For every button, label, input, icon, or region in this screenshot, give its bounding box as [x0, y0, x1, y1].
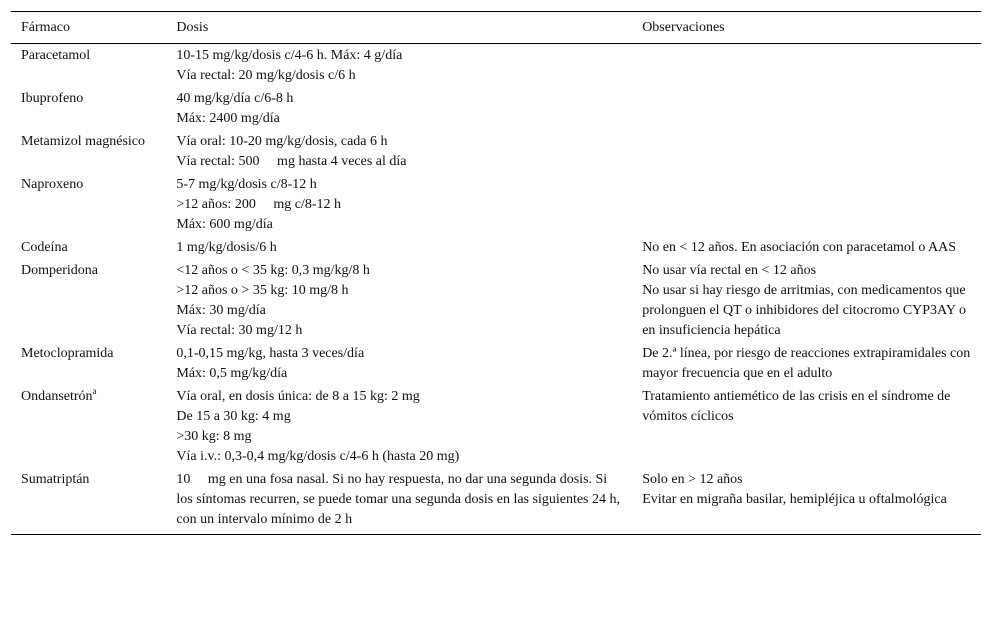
dose-line: 1 mg/kg/dosis/6 h [176, 240, 277, 255]
drug-cell [11, 236, 166, 259]
notes-cell [632, 173, 981, 236]
table-row [11, 173, 981, 236]
drug-cell [11, 385, 166, 468]
drug-name: Metoclopramida [21, 346, 114, 361]
note-line: No en < 12 años. En asociación con paracetamol o AAS [642, 240, 957, 255]
dose-line: 10 mg en una fosa nasal. Si no hay respuesta, no dar una segunda dosis. Si los síntomas recurren, se puede tomar una segunda dosis en las siguientes 24 h, con un intervalo mínimo de 2 h [176, 472, 624, 527]
drug-name: Metamizol magnésico [21, 134, 146, 149]
header-drug: Fármaco [21, 20, 70, 35]
drug-name: Ibuprofeno [21, 91, 84, 106]
dose-line: >12 años: 200 mg c/8-12 h [176, 197, 341, 212]
dose-cell [166, 173, 632, 236]
table-body [11, 44, 981, 535]
table-row [11, 385, 981, 468]
dose-cell [166, 44, 632, 88]
dose-line: 5-7 mg/kg/dosis c/8-12 h [176, 177, 317, 192]
note-line: No usar si hay riesgo de arritmias, con medicamentos que prolonguen el QT o inhibidores del citocromo CYP3AY o en insuficiencia hepática [642, 283, 970, 338]
drug-cell [11, 342, 166, 385]
note-line: Solo en > 12 años [642, 472, 743, 487]
dose-line: Vía oral, en dosis única: de 8 a 15 kg: 2 mg [176, 389, 420, 404]
notes-cell [632, 259, 981, 342]
note-line: No usar vía rectal en < 12 años [642, 263, 817, 278]
table-row [11, 236, 981, 259]
notes-cell [632, 87, 981, 130]
table-row [11, 130, 981, 173]
notes-cell [632, 44, 981, 88]
table-header [11, 12, 981, 44]
dose-line: Máx: 0,5 mg/kg/día [176, 366, 288, 381]
dose-line: Vía rectal: 30 mg/12 h [176, 323, 303, 338]
notes-cell [632, 385, 981, 468]
drug-cell [11, 44, 166, 88]
dose-line: Vía rectal: 500 mg hasta 4 veces al día [176, 154, 407, 169]
dose-cell [166, 342, 632, 385]
dose-line: Máx: 600 mg/día [176, 217, 273, 232]
notes-cell [632, 342, 981, 385]
dose-line: 0,1-0,15 mg/kg, hasta 3 veces/día [176, 346, 365, 361]
table-row [11, 468, 981, 535]
dose-cell [166, 468, 632, 535]
dose-line: 10-15 mg/kg/dosis c/4-6 h. Máx: 4 g/día [176, 48, 403, 63]
dose-cell [166, 130, 632, 173]
note-line: Tratamiento antiemético de las crisis en el síndrome de vómitos cíclicos [642, 389, 954, 424]
drug-name: Sumatriptán [21, 472, 90, 487]
drug-cell [11, 259, 166, 342]
drug-cell [11, 468, 166, 535]
dose-line: Vía i.v.: 0,3-0,4 mg/kg/dosis c/4-6 h (hasta 20 mg) [176, 449, 460, 464]
dose-line: Vía oral: 10-20 mg/kg/dosis, cada 6 h [176, 134, 388, 149]
table-row [11, 44, 981, 88]
dose-line: 40 mg/kg/día c/6-8 h [176, 91, 294, 106]
footnote-marker: a [92, 386, 97, 396]
dose-cell [166, 259, 632, 342]
drug-cell [11, 87, 166, 130]
drug-name: Naproxeno [21, 177, 84, 192]
drug-name: Paracetamol [21, 48, 91, 63]
dose-line: Máx: 30 mg/día [176, 303, 266, 318]
dose-line: >12 años o > 35 kg: 10 mg/8 h [176, 283, 349, 298]
dose-line: Vía rectal: 20 mg/kg/dosis c/6 h [176, 68, 356, 83]
header-notes: Observaciones [642, 20, 725, 35]
header-row [11, 12, 981, 44]
notes-cell [632, 236, 981, 259]
dose-cell [166, 87, 632, 130]
table-row [11, 259, 981, 342]
dose-line: De 15 a 30 kg: 4 mg [176, 409, 291, 424]
drug-name: Ondansetrón [21, 389, 93, 404]
drug-name: Domperidona [21, 263, 98, 278]
note-line: Evitar en migraña basilar, hemipléjica u oftalmológica [642, 492, 947, 507]
dose-line: Máx: 2400 mg/día [176, 111, 280, 126]
dosage-table [11, 11, 981, 535]
table-row [11, 342, 981, 385]
dose-cell [166, 385, 632, 468]
notes-cell [632, 130, 981, 173]
drug-cell [11, 173, 166, 236]
drug-name: Codeína [21, 240, 68, 255]
table-row [11, 87, 981, 130]
drug-cell [11, 130, 166, 173]
dose-line: >30 kg: 8 mg [176, 429, 252, 444]
dose-cell [166, 236, 632, 259]
dosage-table-container [11, 11, 981, 535]
header-dose: Dosis [176, 20, 209, 35]
note-line: De 2.ª línea, por riesgo de reacciones extrapiramidales con mayor frecuencia que en el adulto [642, 346, 974, 381]
notes-cell [632, 468, 981, 535]
dose-line: <12 años o < 35 kg: 0,3 mg/kg/8 h [176, 263, 370, 278]
